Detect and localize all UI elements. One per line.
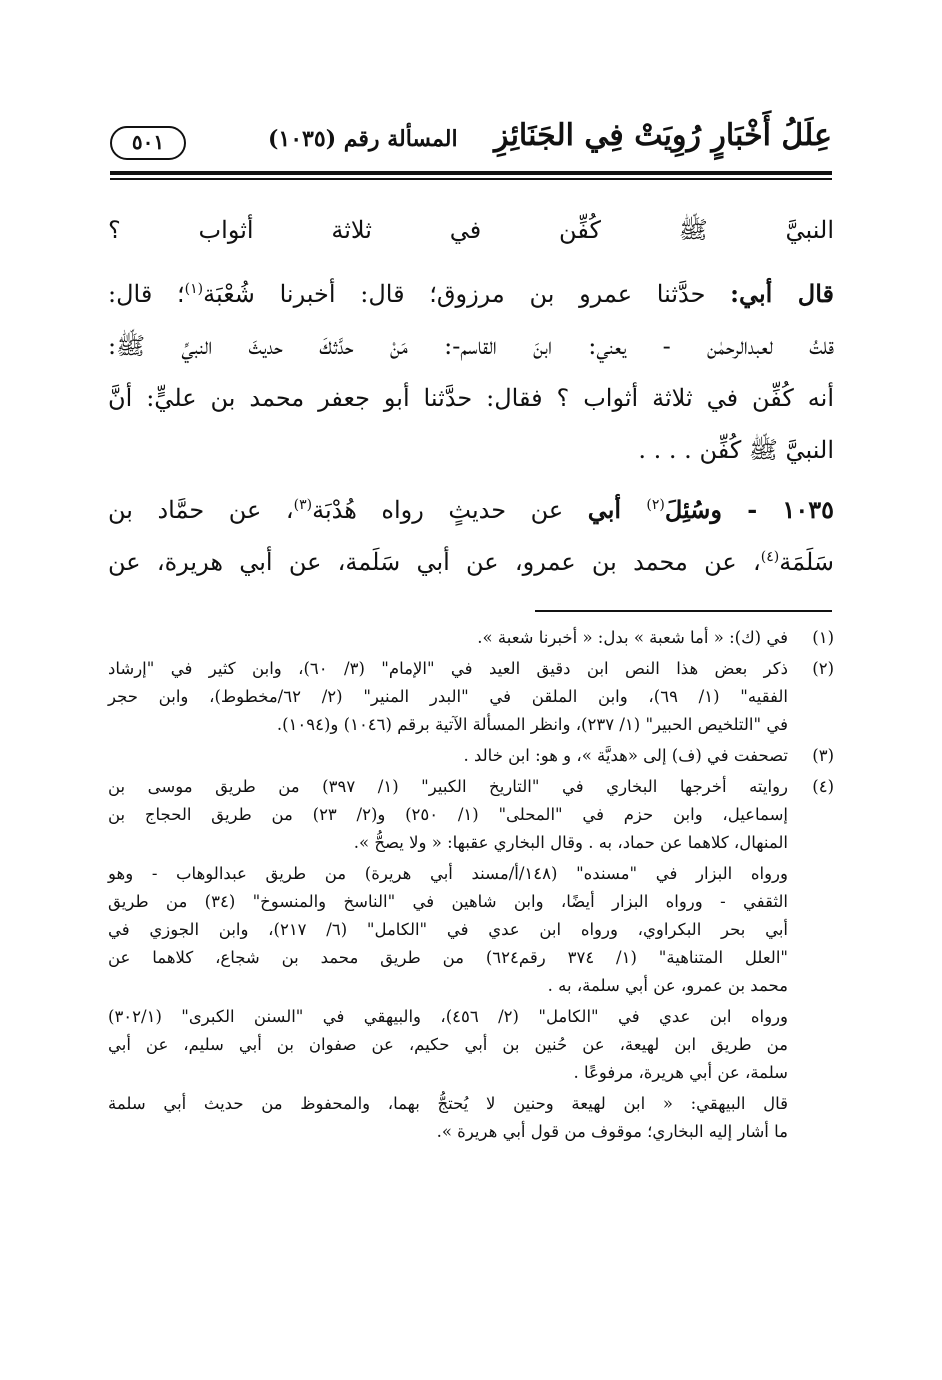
page-number: ٥٠١ bbox=[110, 126, 186, 160]
footnote-line: إسماعيل، وابن حزم في "المحلى" (١/ ٢٥٠) و(٢/ ٢٣) من طريق الحجاج بن bbox=[108, 805, 789, 824]
footnote bbox=[108, 742, 834, 770]
footnote-line: ما أشار إليه البخاري؛ موقوف من قول أبي هريرة ». bbox=[436, 1122, 788, 1141]
main-line: قلتُ لعبدالرحمٰن - يعني: ابنَ القاسم-: مَنْ حدَّثكَ حديثَ النبيِّ ﷺ: bbox=[108, 332, 834, 360]
footnote-line: الفقيه" (١/ ٦٩)، وابن الملقن في "البدر المنير" (٢/ ٦٢/مخطوط)، وابن حجر bbox=[108, 687, 788, 706]
footnote bbox=[108, 655, 834, 739]
footnote-number: (٤) bbox=[812, 777, 834, 796]
footnote bbox=[108, 1090, 834, 1146]
footnote-line: ورواه البزار في "مسنده" (١٤٨/أ/مسند أبي هريرة) من طريق عبدالوهاب - وهو bbox=[108, 864, 788, 883]
footnote-ref[interactable]: (٣) bbox=[293, 497, 313, 513]
main-line: النبيَّ ﷺ كُفِّن . . . . bbox=[638, 436, 834, 464]
footnote-line: في "التلخيص الحبير" (١/ ٢٣٧)، وانظر المسألة الآتية برقم (١٠٤٦) و(١٠٩٤). bbox=[276, 715, 788, 734]
footnote-line: من طريق ابن لهيعة، عن حُنين بن أبي حكيم، عن صفوان بن أبي سليم، عن أبي bbox=[108, 1035, 788, 1054]
main-line bbox=[108, 536, 834, 588]
footnote-line: في (ك): « أما شعبة » بدل: « أخبرنا شعبة ». bbox=[477, 628, 788, 647]
main-line bbox=[108, 484, 834, 536]
footnote-line: ورواه ابن عدي في "الكامل" (٢/ ٤٥٦)، والبيهقي في "السنن الكبرى" (٣٠٢/١) bbox=[108, 1007, 789, 1026]
footnote-line: المنهال، كلاهما عن حماد، به . وقال البخاري عقبها: « ولا يصحُّ ». bbox=[353, 833, 788, 852]
footnote-line: أبي بحر البكراوي، ورواه ابن عدي في "الكامل" (٦/ ٢١٧)، وابن الجوزي في bbox=[108, 920, 789, 939]
footnotes bbox=[108, 624, 834, 1149]
footnote-ref[interactable]: (٤) bbox=[760, 549, 780, 565]
footnote-ref[interactable]: (١) bbox=[184, 281, 204, 297]
footnote-line: محمد بن عمرو، عن أبي سلمة، به . bbox=[547, 976, 788, 995]
footnote-separator bbox=[535, 610, 832, 612]
main-line bbox=[108, 268, 834, 320]
speaker-lead: أبي bbox=[587, 495, 647, 524]
footnote bbox=[108, 773, 834, 857]
footnote-number: (١) bbox=[812, 628, 834, 647]
footnote-line: روايته أخرجها البخاري في "التاريخ الكبير" (١/ ٣٩٧) من طريق موسى بن bbox=[108, 777, 789, 796]
hadith-paragraph bbox=[108, 268, 834, 476]
footnote-line: قال البيهقي: « ابن لهيعة وحنين لا يُحتجُّ بهما، والمحفوظ من حديث أبي سلمة bbox=[108, 1094, 788, 1113]
main-text-segment: ؛ قال: bbox=[108, 280, 185, 308]
main-text-segment: عن حديثٍ رواه هُدْبَة bbox=[312, 496, 588, 524]
footnote-ref[interactable]: (٢) bbox=[646, 497, 665, 513]
header-rule-thick bbox=[110, 171, 832, 175]
question-paragraph bbox=[108, 484, 834, 588]
main-text-segment: حدَّثنا عمرو بن مرزوق؛ قال: أخبرنا شُعْبَة bbox=[203, 280, 731, 308]
main-text bbox=[108, 204, 834, 256]
main-line: النبيَّ ﷺ كُفِّن في ثلاثة أثواب ؟ bbox=[108, 216, 834, 244]
footnote-line: الثقفي - ورواه البزار أيضًا، وابن شاهين في "الناسخ والمنسوخ" (٣٤) من طريق bbox=[108, 892, 788, 911]
footnote-line: "العلل المتناهية" (١/ ٣٧٤ رقم٦٢٤) من طريق محمد بن شجاع، كلاهما عن bbox=[108, 948, 788, 967]
main-line: أنه كُفِّن في ثلاثة أثواب ؟ فقال: حدَّثنا أبو جعفر محمد بن عليٍّ: أنَّ bbox=[108, 384, 834, 412]
issue-label: المسألة رقم (١٠٣٥) bbox=[268, 126, 458, 152]
footnote-line: تصحفت في (ف) إلى «هديَّة »، و هو: ابن خالد . bbox=[463, 746, 788, 765]
header-rule-thin bbox=[110, 178, 832, 180]
footnote bbox=[108, 860, 834, 1000]
issue-number-lead: ١٠٣٥ - وسُئِلَ bbox=[664, 495, 834, 524]
footnote-line: ذكر بعض هذا النص ابن دقيق العيد في "الإمام" (٣/ ٦٠)، وابن كثير في "إرشاد bbox=[108, 659, 788, 678]
main-text-segment: ، عن حمَّاد بن bbox=[108, 496, 294, 524]
speaker-lead: قال أبي: bbox=[730, 279, 834, 308]
footnote-line: سلمة، عن أبي هريرة، مرفوعًا . bbox=[573, 1063, 788, 1082]
footnote-number: (٢) bbox=[812, 659, 834, 678]
main-text-segment: ، عن محمد بن عمرو، عن أبي سَلَمة، عن أبي هريرة، عن bbox=[108, 548, 761, 576]
running-header bbox=[110, 118, 832, 166]
main-text-segment: سَلَمَة bbox=[779, 548, 834, 576]
footnote bbox=[108, 1003, 834, 1087]
footnote bbox=[108, 624, 834, 652]
footnote-number: (٣) bbox=[812, 746, 834, 765]
book-title: عِلَلُ أَخْبَارٍ رُوِيَتْ فِي الجَنَائِزِ bbox=[494, 118, 832, 153]
